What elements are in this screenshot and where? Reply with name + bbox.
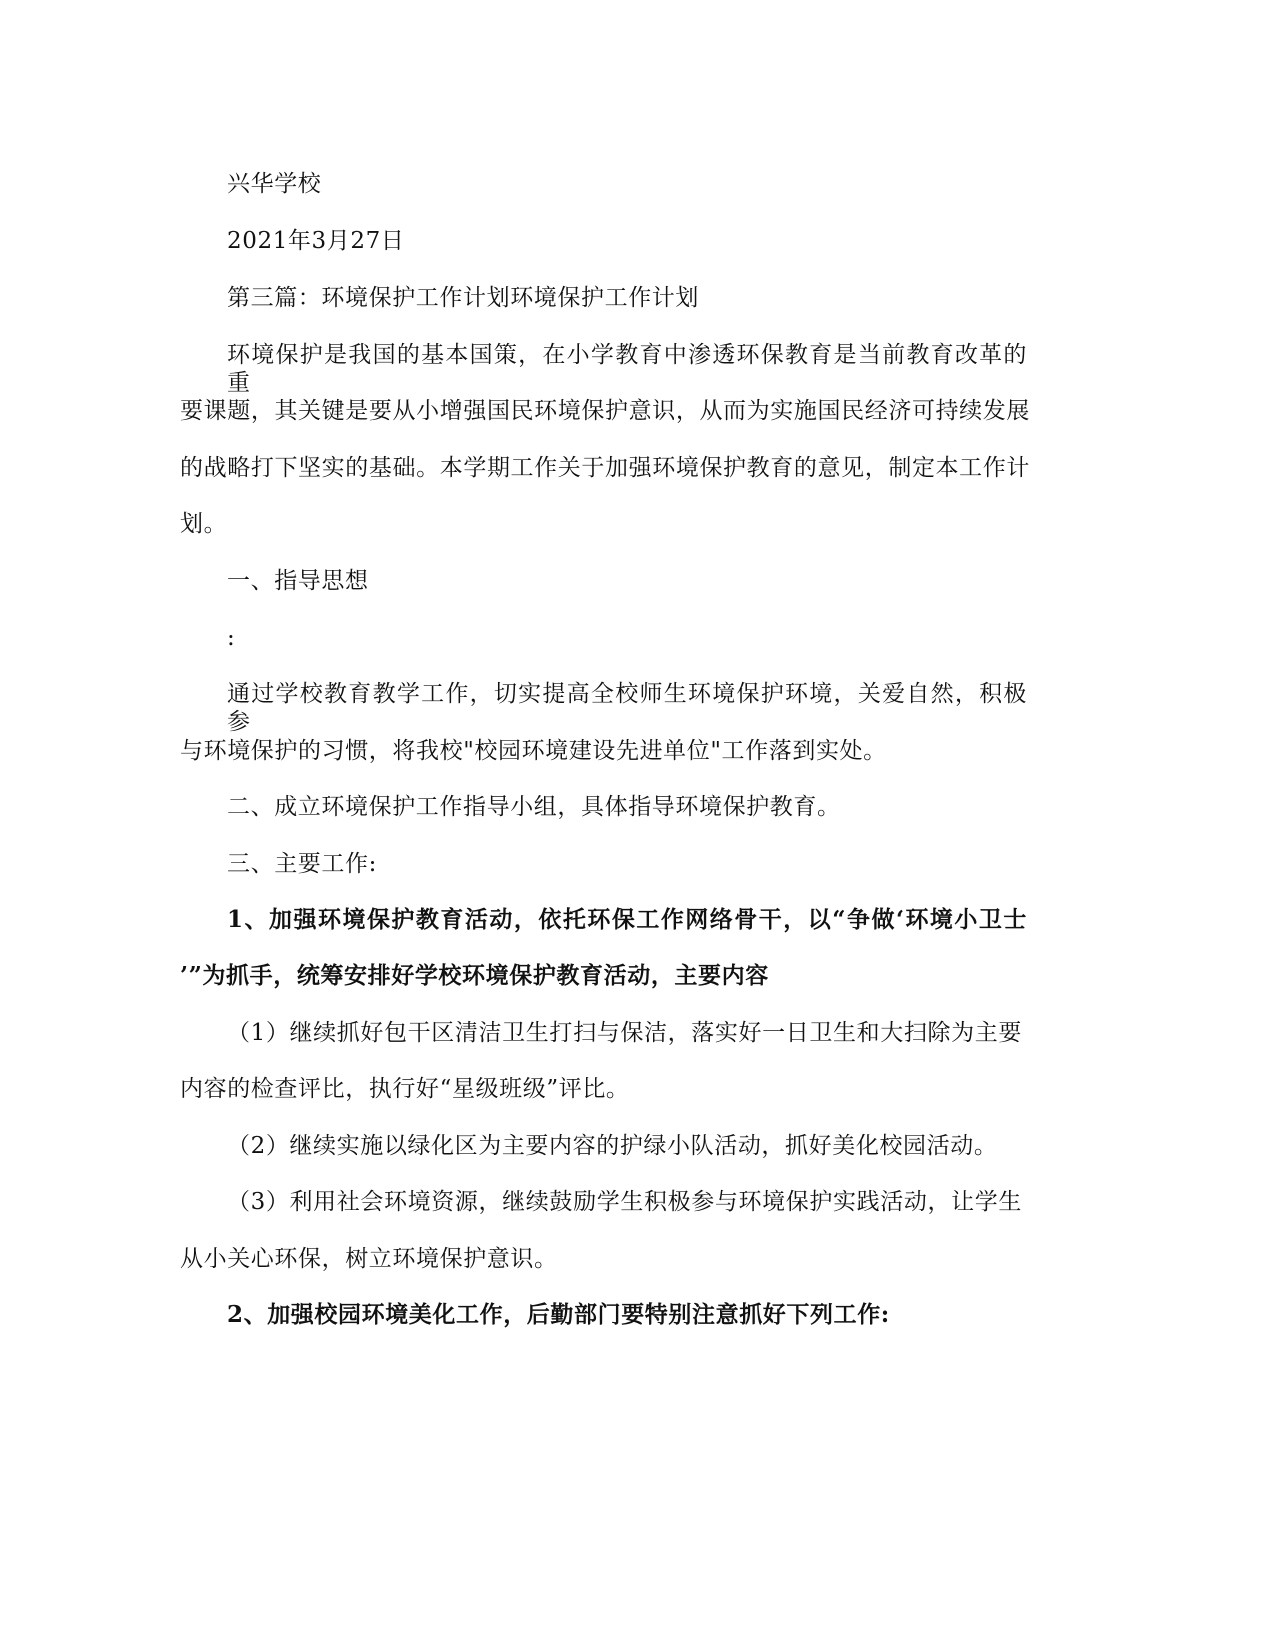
section1-heading: 一、指导思想 [227, 568, 369, 594]
item1-sub3-line-1: （3）利用社会环境资源，继续鼓励学生积极参与环境保护实践活动，让学生 [227, 1189, 1022, 1215]
section1-body-line-2: 与环境保护的习惯，将我校"校园环境建设先进单位"工作落到实处。 [180, 738, 887, 764]
intro-line-1: 环境保护是我国的基本国策，在小学教育中渗透环保教育是当前教育改革的重 [227, 342, 1027, 396]
section1-body-line-1: 通过学校教育教学工作，切实提高全校师生环境保护环境，关爱自然，积极参 [227, 681, 1027, 735]
item1-sub2: （2）继续实施以绿化区为主要内容的护绿小队活动，抓好美化校园活动。 [227, 1133, 998, 1159]
item1-heading-line-1: 1、加强环境保护教育活动，依托环保工作网络骨干，以“争做‘环境小卫士 [227, 906, 1027, 933]
intro-line-2: 要课题，其关键是要从小增强国民环境保护意识，从而为实施国民经济可持续发展 [180, 398, 1030, 424]
section2-heading: 二、成立环境保护工作指导小组，具体指导环境保护教育。 [227, 794, 841, 820]
intro-line-4: 划。 [180, 511, 228, 537]
section1-colon: : [227, 625, 236, 651]
item1-heading-line-2: ’”为抓手，统筹安排好学校环境保护教育活动，主要内容 [180, 962, 769, 989]
item1-sub3-line-2: 从小关心环保，树立环境保护意识。 [180, 1246, 558, 1272]
document-title: 第三篇：环境保护工作计划环境保护工作计划 [227, 285, 699, 311]
item1-sub1-line-1: （1）继续抓好包干区清洁卫生打扫与保洁，落实好一日卫生和大扫除为主要 [227, 1020, 1022, 1046]
intro-line-3: 的战略打下坚实的基础。本学期工作关于加强环境保护教育的意见，制定本工作计 [180, 455, 1030, 481]
section3-heading: 三、主要工作: [227, 851, 377, 877]
item1-sub1-line-2: 内容的检查评比，执行好“星级班级”评比。 [180, 1076, 630, 1102]
item2-heading: 2、加强校园环境美化工作，后勤部门要特别注意抓好下列工作: [227, 1301, 890, 1328]
school-name: 兴华学校 [227, 171, 322, 197]
document-date: 2021年3月27日 [227, 228, 405, 254]
